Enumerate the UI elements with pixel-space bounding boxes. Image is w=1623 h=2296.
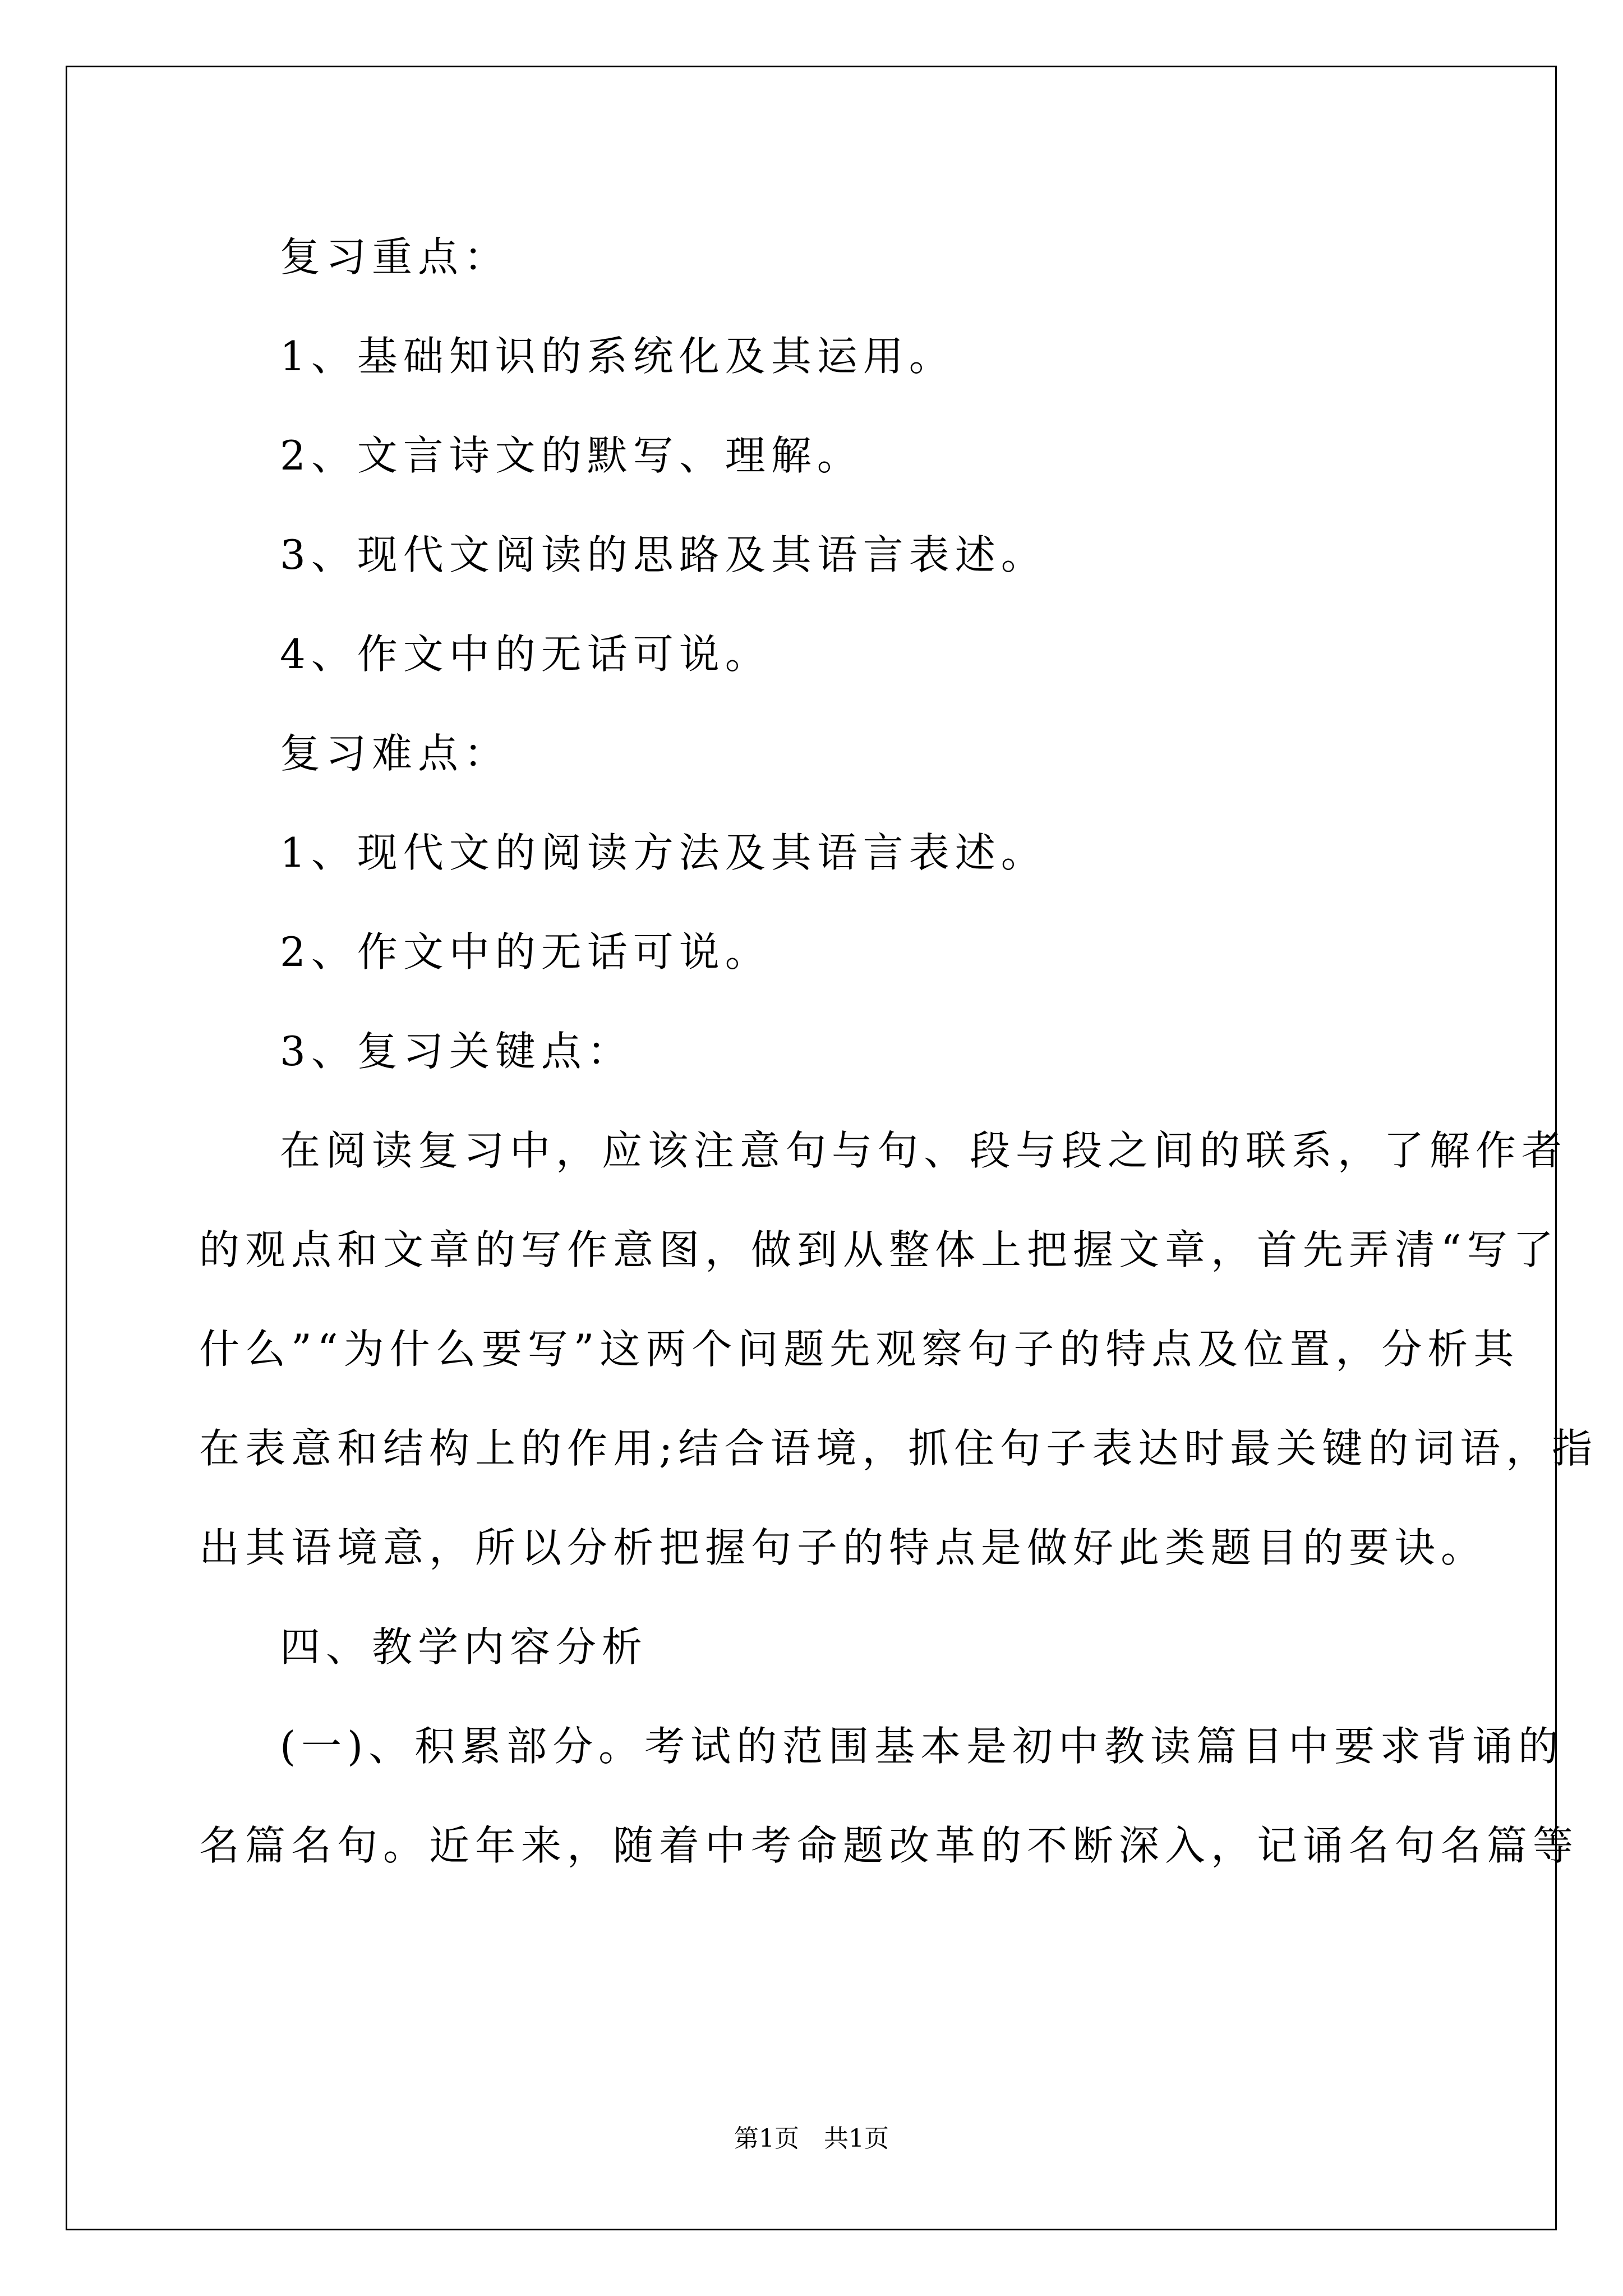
focus-item-3: 3、现代文阅读的思路及其语言表述。: [280, 531, 1047, 578]
paragraph-line: 出其语境意，所以分析把握句子的特点是做好此类题目的要诀。: [199, 1524, 1487, 1571]
difficulty-item-3: 3、复习关键点：: [280, 1028, 633, 1075]
accumulation-paragraph: [199, 1697, 1579, 1895]
section-title: 四、教学内容分析: [280, 1623, 648, 1671]
paragraph-line: 名篇名句。近年来，随着中考命题改革的不断深入，记诵名句名篇等: [199, 1822, 1579, 1869]
difficulty-item-1: 1、现代文的阅读方法及其语言表述。: [280, 829, 1047, 876]
paragraph-line: 在阅读复习中，应该注意句与句、段与段之间的联系，了解作者: [280, 1127, 1568, 1174]
document-body: [199, 208, 1598, 1895]
paragraph-line: 的观点和文章的写作意图，做到从整体上把握文章，首先弄清“写了: [199, 1226, 1559, 1273]
focus-item-4: 4、作文中的无话可说。: [280, 631, 771, 678]
difficulty-item-2: 2、作文中的无话可说。: [280, 928, 771, 976]
heading-review-difficulty: 复习难点：: [280, 730, 510, 777]
reading-paragraph: [199, 1101, 1598, 1598]
focus-item-2: 2、文言诗文的默写、理解。: [280, 432, 863, 479]
page-number-footer: 第1页 共1页: [734, 2124, 889, 2153]
paragraph-line: (一)、积累部分。考试的范围基本是初中教读篇目中要求背诵的: [280, 1723, 1565, 1770]
heading-review-focus: 复习重点：: [280, 233, 510, 280]
focus-item-1: 1、基础知识的系统化及其运用。: [280, 333, 955, 380]
paragraph-line: 什么”“为什么要写”这两个问题先观察句子的特点及位置，分析其: [199, 1326, 1520, 1373]
paragraph-line: 在表意和结构上的作用;结合语境，抓住句子表达时最关键的词语，指: [199, 1425, 1598, 1472]
